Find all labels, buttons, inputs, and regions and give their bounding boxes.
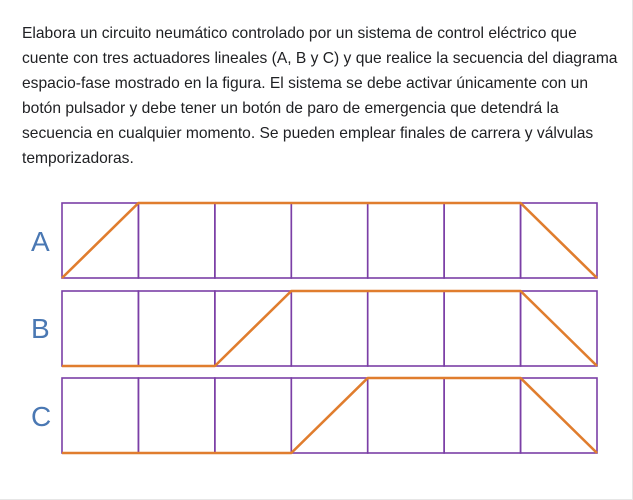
grid-cell-a-4 (291, 203, 367, 278)
problem-statement: Elabora un circuito neumático controlado por un sistema de control eléctrico que cuente con tres actuadores lineales (A, B y C) y que realice la secuencia del diagrama espacio-fase mostrado en la figura. El sistema se debe activar únicamente con un botón pulsador y debe tener un botón de paro de emergencia que detendrá la secuencia en cualquier momento. Se pueden emplear finales de carrera y válvulas temporizadoras. (22, 25, 618, 167)
actuator-label-c: C (31, 401, 52, 432)
grid-cell-b-1 (62, 291, 138, 366)
grid-cell-c-1 (62, 378, 138, 453)
actuator-row-a (62, 203, 597, 278)
grid-cell-c-5 (368, 378, 444, 453)
grid-cell-a-5 (368, 203, 444, 278)
grid-cell-a-6 (444, 203, 520, 278)
grid-cell-b-4 (291, 291, 367, 366)
actuator-row-b (62, 291, 597, 366)
grid-cell-c-3 (215, 378, 291, 453)
motion-line-a (62, 203, 597, 278)
motion-line-c (62, 378, 597, 453)
grid-cell-b-2 (138, 291, 214, 366)
grid-cell-c-6 (444, 378, 520, 453)
grid-cell-a-2 (138, 203, 214, 278)
grid-cell-c-2 (138, 378, 214, 453)
grid-cell-b-5 (368, 291, 444, 366)
grid-cell-a-3 (215, 203, 291, 278)
actuator-row-c (62, 378, 597, 453)
actuator-label-a: A (31, 226, 50, 257)
motion-line-b (62, 291, 597, 366)
grid-cell-b-6 (444, 291, 520, 366)
actuator-label-b: B (31, 313, 50, 344)
